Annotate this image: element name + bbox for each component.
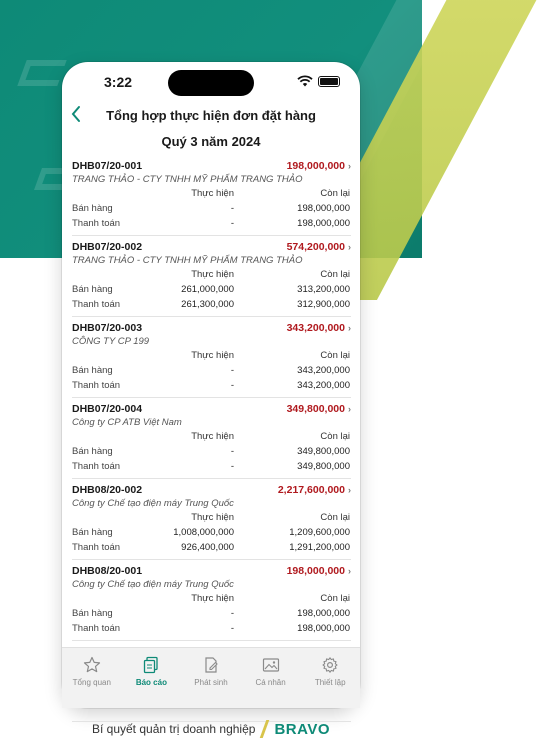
row-sales-label: Bán hàng <box>72 608 113 619</box>
sales-done: - <box>230 203 234 214</box>
order-summary-grid <box>72 510 351 555</box>
order-item[interactable] <box>72 560 351 641</box>
chevron-right-icon: › <box>348 241 351 252</box>
order-list[interactable] <box>62 155 360 645</box>
order-amount-value: 343,200,000 <box>286 321 345 334</box>
battery-icon <box>318 76 340 87</box>
column-done: Thực hiện <box>191 593 234 604</box>
period-title: Quý 3 năm 2024 <box>161 134 261 149</box>
order-summary-grid <box>72 429 351 474</box>
order-code: DHB07/20-001 <box>72 159 143 172</box>
order-item[interactable] <box>72 155 351 236</box>
order-summary-grid <box>72 348 351 393</box>
navigation-bar <box>62 102 360 130</box>
order-amount-value: 574,200,000 <box>286 240 345 253</box>
payment-done: - <box>230 218 234 229</box>
row-payment-label: Thanh toán <box>72 461 121 472</box>
sales-remaining: 1,209,600,000 <box>289 527 350 538</box>
order-code: DHB08/20-001 <box>72 564 143 577</box>
company-name: TRANG THẢO - CTY TNHH MỸ PHẨM TRANG THẢO <box>72 174 303 185</box>
column-remaining: Còn lại <box>320 431 350 442</box>
order-amount-value: 2,217,600,000 <box>277 483 345 496</box>
tab-overview[interactable] <box>62 648 122 708</box>
payment-remaining: 198,000,000 <box>297 218 350 229</box>
order-summary-grid <box>72 591 351 636</box>
payment-remaining: 198,000,000 <box>297 623 350 634</box>
order-amount-value: 198,000,000 <box>286 564 345 577</box>
report-icon <box>142 656 160 674</box>
company-name: Công ty CP ATB Việt Nam <box>72 417 182 428</box>
row-payment-label: Thanh toán <box>72 623 121 634</box>
column-remaining: Còn lại <box>320 593 350 604</box>
tab-label: Phát sinh <box>194 678 228 687</box>
payment-done: 926,400,000 <box>181 542 234 553</box>
page-title: Tổng hợp thực hiện đơn đặt hàng <box>106 108 316 123</box>
order-code: DHB08/20-002 <box>72 483 143 496</box>
sales-remaining: 198,000,000 <box>297 203 350 214</box>
order-summary-grid <box>72 186 351 231</box>
row-payment-label: Thanh toán <box>72 299 121 310</box>
chevron-right-icon: › <box>348 160 351 171</box>
column-remaining: Còn lại <box>320 350 350 361</box>
tab-label: Cá nhân <box>255 678 286 687</box>
wifi-icon <box>297 75 313 87</box>
column-done: Thực hiện <box>191 269 234 280</box>
tab-reports[interactable] <box>122 648 182 708</box>
order-amount <box>287 322 351 334</box>
row-sales-label: Bán hàng <box>72 365 113 376</box>
payment-done: - <box>230 623 234 634</box>
company-name: Công ty Chế tạo điện máy Trung Quốc <box>72 579 234 590</box>
sales-done: - <box>230 608 234 619</box>
chevron-right-icon: › <box>348 484 351 495</box>
sales-done: 1,008,000,000 <box>173 527 234 538</box>
tab-label: Thiết lập <box>314 678 346 687</box>
payment-done: - <box>230 461 234 472</box>
payment-remaining: 349,800,000 <box>297 461 350 472</box>
order-summary-grid <box>72 267 351 312</box>
dynamic-island <box>168 70 254 96</box>
row-sales-label: Bán hàng <box>72 446 113 457</box>
status-bar <box>62 62 360 102</box>
tab-label: Tổng quan <box>72 678 111 687</box>
order-code: DHB07/20-002 <box>72 240 143 253</box>
payment-remaining: 312,900,000 <box>297 299 350 310</box>
order-amount <box>278 484 351 496</box>
divider-slash <box>260 720 270 738</box>
order-item[interactable] <box>72 479 351 560</box>
column-remaining: Còn lại <box>320 512 350 523</box>
phone-screen <box>62 62 360 708</box>
edit-document-icon <box>202 656 220 674</box>
payment-done: 261,300,000 <box>181 299 234 310</box>
payment-remaining: 343,200,000 <box>297 380 350 391</box>
column-done: Thực hiện <box>191 350 234 361</box>
row-payment-label: Thanh toán <box>72 218 121 229</box>
payment-done: - <box>230 380 234 391</box>
order-amount <box>287 241 351 253</box>
order-item[interactable] <box>72 317 351 398</box>
sales-remaining: 198,000,000 <box>297 608 350 619</box>
tab-personal[interactable] <box>241 648 301 708</box>
sales-remaining: 349,800,000 <box>297 446 350 457</box>
image-icon <box>262 656 280 674</box>
order-amount <box>287 565 351 577</box>
sales-remaining: 313,200,000 <box>297 284 350 295</box>
payment-remaining: 1,291,200,000 <box>289 542 350 553</box>
tab-settings[interactable] <box>300 648 360 708</box>
sales-done: - <box>230 446 234 457</box>
order-amount <box>287 160 351 172</box>
slogan: Bí quyết quản trị doanh nghiệp <box>91 722 256 736</box>
gear-icon <box>321 656 339 674</box>
row-payment-label: Thanh toán <box>72 380 121 391</box>
bottom-tab-bar <box>62 647 360 708</box>
sales-remaining: 343,200,000 <box>297 365 350 376</box>
chevron-right-icon: › <box>348 322 351 333</box>
chevron-right-icon: › <box>348 565 351 576</box>
row-sales-label: Bán hàng <box>72 203 113 214</box>
company-name: Công ty Chế tạo điện máy Trung Quốc <box>72 498 234 509</box>
star-icon <box>83 656 101 674</box>
order-amount-value: 198,000,000 <box>286 159 345 172</box>
company-name: TRANG THẢO - CTY TNHH MỸ PHẨM TRANG THẢO <box>72 255 303 266</box>
row-payment-label: Thanh toán <box>72 542 121 553</box>
company-name: CÔNG TY CP 199 <box>72 336 150 347</box>
column-remaining: Còn lại <box>320 188 350 199</box>
column-remaining: Còn lại <box>320 269 350 280</box>
footer-banner <box>0 716 422 742</box>
sales-done: - <box>230 365 234 376</box>
column-done: Thực hiện <box>191 431 234 442</box>
order-amount <box>287 403 351 415</box>
order-code: DHB07/20-003 <box>72 321 143 334</box>
tab-label: Báo cáo <box>135 678 167 687</box>
row-sales-label: Bán hàng <box>72 527 113 538</box>
chevron-right-icon: › <box>348 403 351 414</box>
status-time: 3:22 <box>104 74 133 90</box>
sales-done: 261,000,000 <box>181 284 234 295</box>
watermark-logo <box>17 60 66 86</box>
order-item[interactable] <box>72 398 351 479</box>
column-done: Thực hiện <box>191 512 234 523</box>
column-done: Thực hiện <box>191 188 234 199</box>
brand-logo: BRAVO <box>274 720 331 738</box>
status-icons <box>297 74 340 88</box>
order-item[interactable] <box>72 236 351 317</box>
order-amount-value: 349,800,000 <box>286 402 345 415</box>
order-code: DHB07/20-004 <box>72 402 143 415</box>
row-sales-label: Bán hàng <box>72 284 113 295</box>
tab-transactions[interactable] <box>181 648 241 708</box>
